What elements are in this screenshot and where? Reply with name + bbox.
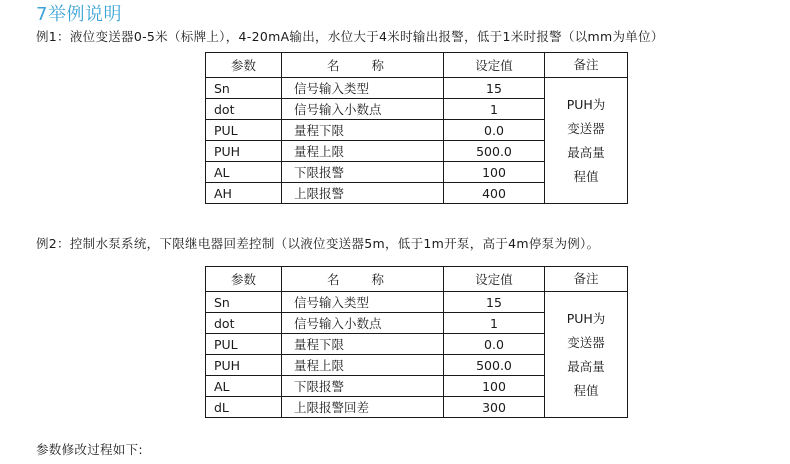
parameter-name: 信号输入小数点	[282, 313, 444, 334]
header-remark: 备注	[545, 267, 628, 292]
parameter-code: Sn	[206, 78, 282, 99]
example1-description: 例1：液位变送器0-5米（标牌上），4-20mA输出，水位大于4米时输出报警，低于1米时报警（以mm为单位）	[36, 29, 664, 44]
parameter-value: 500.0	[444, 355, 545, 376]
remark-line: 最高量	[567, 358, 605, 374]
modification-process-label: 参数修改过程如下:	[36, 442, 143, 457]
parameter-code: AL	[206, 376, 282, 397]
parameter-code: AL	[206, 162, 282, 183]
header-name: 名 称	[282, 53, 444, 78]
header-setting-value: 设定值	[444, 53, 545, 78]
parameter-name: 上限报警	[282, 183, 444, 204]
remark-line: 最高量	[567, 144, 605, 160]
parameter-code: dot	[206, 99, 282, 120]
header-parameter: 参数	[206, 267, 282, 292]
parameter-value: 100	[444, 376, 545, 397]
parameter-name: 量程上限	[282, 141, 444, 162]
parameter-value: 15	[444, 78, 545, 99]
parameter-code: dL	[206, 397, 282, 418]
parameter-value: 100	[444, 162, 545, 183]
parameter-name: 下限报警	[282, 162, 444, 183]
parameter-value: 1	[444, 99, 545, 120]
header-setting-value: 设定值	[444, 267, 545, 292]
parameter-name: 量程下限	[282, 334, 444, 355]
parameter-value: 400	[444, 183, 545, 204]
example1-parameter-table	[205, 52, 628, 204]
remark-line: 程值	[573, 382, 599, 398]
parameter-name: 信号输入小数点	[282, 99, 444, 120]
parameter-name: 上限报警回差	[282, 397, 444, 418]
parameter-code: PUL	[206, 120, 282, 141]
parameter-name: 信号输入类型	[282, 78, 444, 99]
parameter-code: Sn	[206, 292, 282, 313]
example2-description: 例2：控制水泵系统，下限继电器回差控制（以液位变送器5m，低于1m开泵，高于4m停泵为例）。	[36, 236, 600, 251]
parameter-value: 500.0	[444, 141, 545, 162]
parameter-value: 1	[444, 313, 545, 334]
parameter-code: PUH	[206, 141, 282, 162]
table-header-row	[206, 267, 628, 292]
parameter-code: AH	[206, 183, 282, 204]
header-parameter: 参数	[206, 53, 282, 78]
parameter-value: 15	[444, 292, 545, 313]
table-header-row	[206, 53, 628, 78]
parameter-code: PUL	[206, 334, 282, 355]
example2-parameter-table	[205, 266, 628, 418]
parameter-name: 量程下限	[282, 120, 444, 141]
table-row	[206, 292, 628, 313]
header-remark: 备注	[545, 53, 628, 78]
remark-line: PUH为	[566, 96, 606, 112]
remark-cell	[545, 78, 628, 204]
parameter-value: 0.0	[444, 334, 545, 355]
parameter-name: 下限报警	[282, 376, 444, 397]
parameter-value: 300	[444, 397, 545, 418]
section-heading: 7举例说明	[36, 4, 122, 25]
header-name: 名 称	[282, 267, 444, 292]
table-row	[206, 78, 628, 99]
parameter-code: PUH	[206, 355, 282, 376]
parameter-name: 量程上限	[282, 355, 444, 376]
remark-line: 程值	[573, 168, 599, 184]
remark-line: 变送器	[567, 334, 605, 350]
remark-cell	[545, 292, 628, 418]
remark-line: PUH为	[566, 310, 606, 326]
parameter-value: 0.0	[444, 120, 545, 141]
remark-line: 变送器	[567, 120, 605, 136]
parameter-name: 信号输入类型	[282, 292, 444, 313]
parameter-code: dot	[206, 313, 282, 334]
